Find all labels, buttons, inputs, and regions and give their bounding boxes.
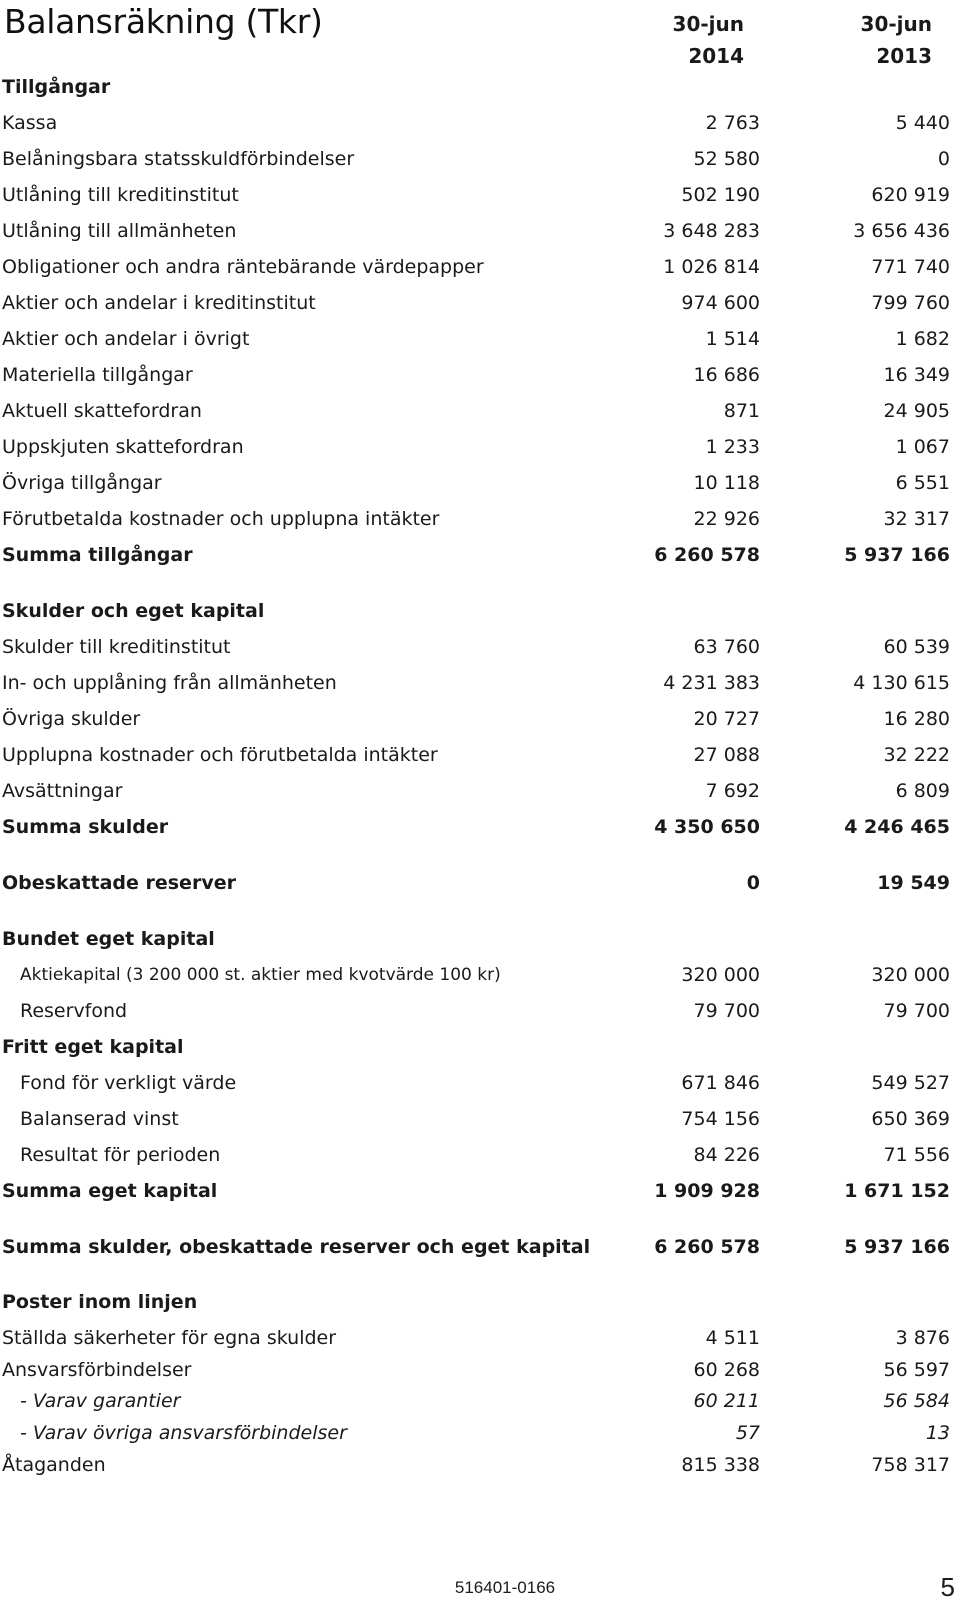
table-row: [0, 288, 960, 318]
value-2013: 4 130 615: [853, 672, 950, 694]
row-label: Utlåning till allmänheten: [2, 220, 237, 242]
value-2013: 799 760: [871, 292, 950, 314]
table-row: [0, 1068, 960, 1098]
table-row: [0, 1386, 960, 1416]
row-label: Ställda säkerheter för egna skulder: [2, 1327, 337, 1349]
column-1-date: 30-jun: [672, 12, 744, 36]
table-row: [0, 504, 960, 534]
value-2014: 10 118: [693, 472, 760, 494]
value-2014: 974 600: [681, 292, 760, 314]
value-2013: 3 876: [895, 1327, 950, 1349]
table-row: [0, 632, 960, 662]
row-label: Förutbetalda kostnader och upplupna intäkter: [2, 508, 440, 530]
value-2013: 56 584: [883, 1390, 950, 1412]
value-2014: 320 000: [681, 964, 760, 986]
row-label: Aktier och andelar i övrigt: [2, 328, 250, 350]
value-2013: 650 369: [871, 1108, 950, 1130]
table-row: [0, 1355, 960, 1385]
table-row: [0, 960, 960, 990]
value-2014: 57: [735, 1422, 760, 1444]
value-2013: 771 740: [871, 256, 950, 278]
table-row: [0, 396, 960, 426]
row-label: Summa skulder: [2, 816, 169, 838]
value-2013: 5 937 166: [844, 1236, 950, 1258]
value-2014: 1 026 814: [663, 256, 760, 278]
value-2013: 71 556: [883, 1144, 950, 1166]
table-row: [0, 1232, 960, 1262]
row-label: Åtaganden: [2, 1454, 106, 1476]
value-2014: 60 268: [693, 1359, 760, 1381]
row-label: Summa tillgångar: [2, 544, 193, 566]
table-row: [0, 1450, 960, 1480]
value-2014: 22 926: [693, 508, 760, 530]
value-2014: 63 760: [693, 636, 760, 658]
org-number: 516401-0166: [454, 1578, 556, 1597]
table-row: [0, 1104, 960, 1134]
value-2014: 671 846: [681, 1072, 760, 1094]
row-label: Upplupna kostnader och förutbetalda intäkter: [2, 744, 438, 766]
value-2014: 3 648 283: [663, 220, 760, 242]
value-2014: 502 190: [681, 184, 760, 206]
row-label: Avsättningar: [2, 780, 123, 802]
value-2013: 1 067: [895, 436, 950, 458]
value-2013: 3 656 436: [853, 220, 950, 242]
value-2013: 19 549: [877, 872, 950, 894]
table-row: [0, 72, 960, 102]
value-2013: 79 700: [883, 1000, 950, 1022]
value-2014: 754 156: [681, 1108, 760, 1130]
value-2013: 13: [925, 1422, 950, 1444]
value-2013: 758 317: [871, 1454, 950, 1476]
value-2014: 60 211: [693, 1390, 760, 1412]
table-row: [0, 360, 960, 390]
row-label: Skulder och eget kapital: [2, 600, 265, 622]
table-row: [0, 432, 960, 462]
row-label: Summa eget kapital: [2, 1180, 218, 1202]
value-2014: 4 511: [705, 1327, 760, 1349]
value-2014: 79 700: [693, 1000, 760, 1022]
row-label: Reservfond: [20, 1000, 128, 1022]
row-label: - Varav garantier: [20, 1390, 181, 1412]
value-2014: 20 727: [693, 708, 760, 730]
value-2014: 4 231 383: [663, 672, 760, 694]
row-label: Kassa: [2, 112, 58, 134]
value-2013: 6 809: [895, 780, 950, 802]
value-2014: 6 260 578: [654, 544, 760, 566]
value-2014: 0: [746, 872, 760, 894]
value-2013: 620 919: [871, 184, 950, 206]
table-row: [0, 1140, 960, 1170]
value-2013: 0: [937, 148, 950, 170]
table-row: [0, 996, 960, 1026]
table-row: [0, 668, 960, 698]
page-number: 5: [940, 1572, 955, 1602]
row-label: In- och upplåning från allmänheten: [2, 672, 337, 694]
row-label: Tillgångar: [2, 76, 111, 98]
value-2014: 52 580: [693, 148, 760, 170]
row-label: Fond för verkligt värde: [20, 1072, 237, 1094]
table-row: [0, 324, 960, 354]
value-2014: 1 233: [705, 436, 760, 458]
table-row: [0, 1323, 960, 1353]
value-2013: 1 682: [895, 328, 950, 350]
row-label: Övriga tillgångar: [2, 472, 162, 494]
row-label: Ansvarsförbindelser: [2, 1359, 192, 1381]
value-2014: 2 763: [705, 112, 760, 134]
value-2013: 5 937 166: [844, 544, 950, 566]
table-row: [0, 252, 960, 282]
row-label: Balanserad vinst: [20, 1108, 179, 1130]
value-2014: 84 226: [693, 1144, 760, 1166]
value-2014: 1 514: [705, 328, 760, 350]
row-label: Summa skulder, obeskattade reserver och eget kapital: [2, 1236, 591, 1258]
table-row: [0, 108, 960, 138]
value-2013: 32 317: [883, 508, 950, 530]
row-label: Skulder till kreditinstitut: [2, 636, 231, 658]
table-row: [0, 776, 960, 806]
value-2014: 27 088: [693, 744, 760, 766]
row-label: Aktier och andelar i kreditinstitut: [2, 292, 316, 314]
row-label: Aktiekapital (3 200 000 st. aktier med kvotvärde 100 kr): [20, 965, 501, 985]
row-label: Bundet eget kapital: [2, 928, 215, 950]
value-2013: 60 539: [883, 636, 950, 658]
column-2-year: 2013: [876, 44, 932, 68]
value-2013: 32 222: [883, 744, 950, 766]
row-label: Uppskjuten skattefordran: [2, 436, 244, 458]
value-2014: 6 260 578: [654, 1236, 760, 1258]
column-2-date: 30-jun: [860, 12, 932, 36]
table-row: [0, 704, 960, 734]
value-2013: 5 440: [895, 112, 950, 134]
value-2014: 871: [723, 400, 760, 422]
value-2013: 4 246 465: [844, 816, 950, 838]
value-2013: 549 527: [871, 1072, 950, 1094]
row-label: Belåningsbara statsskuldförbindelser: [2, 148, 355, 170]
row-label: - Varav övriga ansvarsförbindelser: [20, 1422, 347, 1444]
table-row: [0, 180, 960, 210]
table-row: [0, 540, 960, 570]
table-row: [0, 1176, 960, 1206]
row-label: Övriga skulder: [2, 708, 141, 730]
value-2013: 56 597: [883, 1359, 950, 1381]
table-row: [0, 1418, 960, 1448]
table-row: [0, 216, 960, 246]
value-2013: 16 349: [883, 364, 950, 386]
column-1-year: 2014: [688, 44, 744, 68]
value-2014: 4 350 650: [654, 816, 760, 838]
row-label: Poster inom linjen: [2, 1291, 198, 1313]
row-label: Utlåning till kreditinstitut: [2, 184, 239, 206]
row-label: Obeskattade reserver: [2, 872, 236, 894]
table-row: [0, 740, 960, 770]
row-label: Resultat för perioden: [20, 1144, 221, 1166]
value-2014: 815 338: [681, 1454, 760, 1476]
value-2014: 7 692: [705, 780, 760, 802]
value-2013: 320 000: [871, 964, 950, 986]
value-2014: 1 909 928: [654, 1180, 760, 1202]
table-row: [0, 924, 960, 954]
value-2014: 16 686: [693, 364, 760, 386]
value-2013: 1 671 152: [844, 1180, 950, 1202]
row-label: Fritt eget kapital: [2, 1036, 184, 1058]
row-label: Obligationer och andra räntebärande värdepapper: [2, 256, 484, 278]
table-row: [0, 144, 960, 174]
row-label: Materiella tillgångar: [2, 364, 193, 386]
table-row: [0, 1032, 960, 1062]
value-2013: 6 551: [895, 472, 950, 494]
value-2013: 24 905: [883, 400, 950, 422]
page-title: Balansräkning (Tkr): [4, 2, 323, 41]
table-row: [0, 596, 960, 626]
row-label: Aktuell skattefordran: [2, 400, 202, 422]
table-row: [0, 468, 960, 498]
table-row: [0, 868, 960, 898]
table-row: [0, 812, 960, 842]
table-row: [0, 1287, 960, 1317]
value-2013: 16 280: [883, 708, 950, 730]
